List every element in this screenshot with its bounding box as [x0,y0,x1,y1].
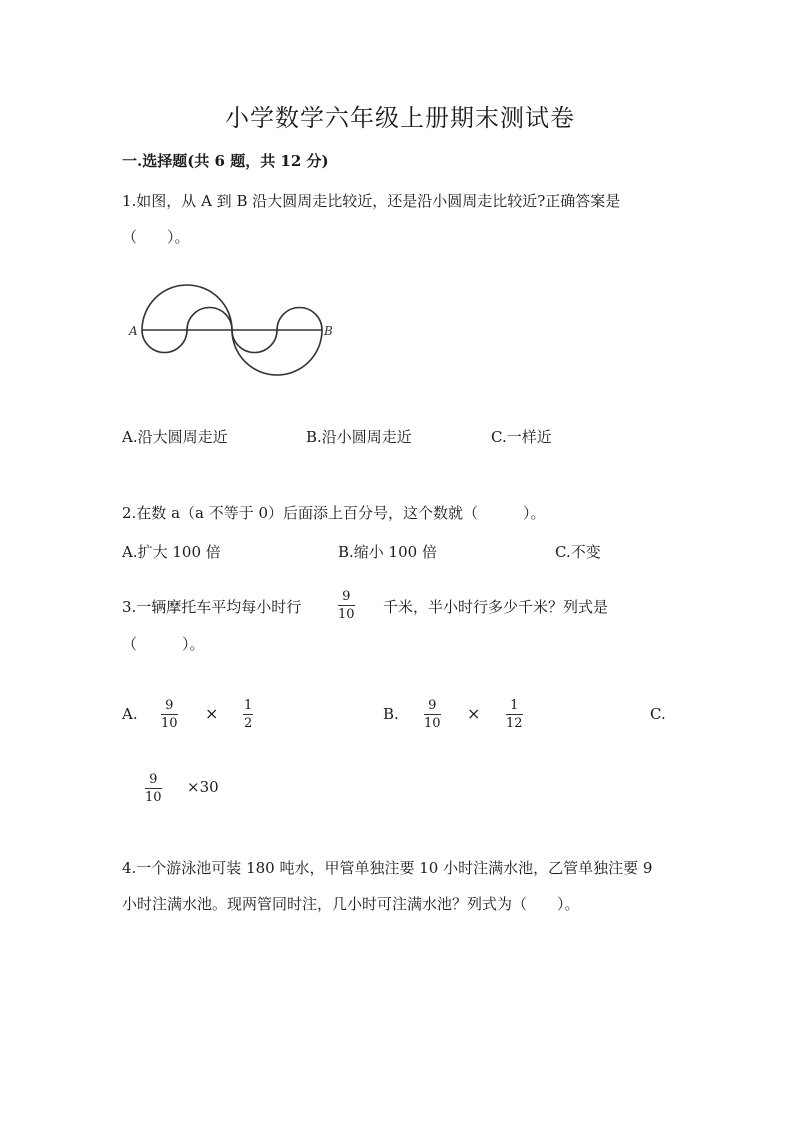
multiply-sign: × [205,704,219,723]
fraction-numerator: 9 [342,589,351,604]
fraction-denominator: 10 [424,716,441,731]
multiply-sign: × [467,704,481,723]
option-c-fraction [145,773,162,804]
fraction-denominator: 2 [244,716,253,731]
big-semicircle-upper [142,285,232,330]
fraction-numerator: 9 [149,772,158,787]
fraction-numerator: 1 [244,698,253,713]
question-3-option-a-label[interactable]: A. [122,705,138,723]
question-4-text-line2: 小时注满水池。现两管同时注，几小时可注满水池？列式为（ ）。 [122,895,580,913]
question-1-figure [120,278,340,382]
small-semicircle-2 [187,308,232,331]
option-c-multiplier: ×30 [187,778,219,796]
question-3-text-end: 千米，半小时行多少千米？列式是 [383,598,609,616]
fraction-denominator: 10 [145,790,162,805]
question-1-option-b[interactable]: B.沿小圆周走近 [306,428,412,446]
question-3-option-b-label[interactable]: B. [383,705,399,723]
question-1-option-c[interactable]: C.一样近 [491,428,552,446]
point-b-label: B [324,324,333,338]
fraction-numerator: 9 [165,698,174,713]
fraction-denominator: 10 [338,607,355,622]
question-3-fraction [338,590,355,621]
question-2-option-b[interactable]: B.缩小 100 倍 [338,543,437,561]
fraction-denominator: 10 [161,716,178,731]
question-2-option-c[interactable]: C.不变 [555,543,601,561]
option-b-fraction-2 [506,699,523,730]
question-1-blank: （ ）。 [122,228,190,246]
small-semicircle-3 [232,330,277,353]
point-a-label: A [129,324,138,338]
page-title: 小学数学六年级上册期末测试卷 [225,104,575,132]
option-b-fraction-1 [424,699,441,730]
fraction-denominator: 12 [506,716,523,731]
fraction-numerator: 9 [428,698,437,713]
question-2-text: 2.在数 a（a 不等于 0）后面添上百分号，这个数就（ ）。 [122,504,546,522]
option-a-fraction-1 [161,699,178,730]
question-2-option-a[interactable]: A.扩大 100 倍 [122,543,221,561]
question-1-option-a[interactable]: A.沿大圆周走近 [122,428,228,446]
big-semicircle-lower [232,330,322,375]
question-3-blank: （ ）。 [122,635,205,653]
question-3-option-c-label[interactable]: C. [650,705,666,723]
fraction-numerator: 1 [510,698,519,713]
section-header: 一.选择题(共 6 题，共 12 分) [122,152,329,170]
question-1-text: 1.如图，从 A 到 B 沿大圆周走比较近，还是沿小圆周走比较近?正确答案是 [122,192,621,210]
small-semicircle-4 [277,308,322,331]
option-a-fraction-2 [243,699,253,730]
question-3-text-start: 3.一辆摩托车平均每小时行 [122,598,302,616]
small-semicircle-1 [142,330,187,353]
question-4-text: 4.一个游泳池可装 180 吨水，甲管单独注要 10 小时注满水池，乙管单独注要 9 [122,859,653,877]
